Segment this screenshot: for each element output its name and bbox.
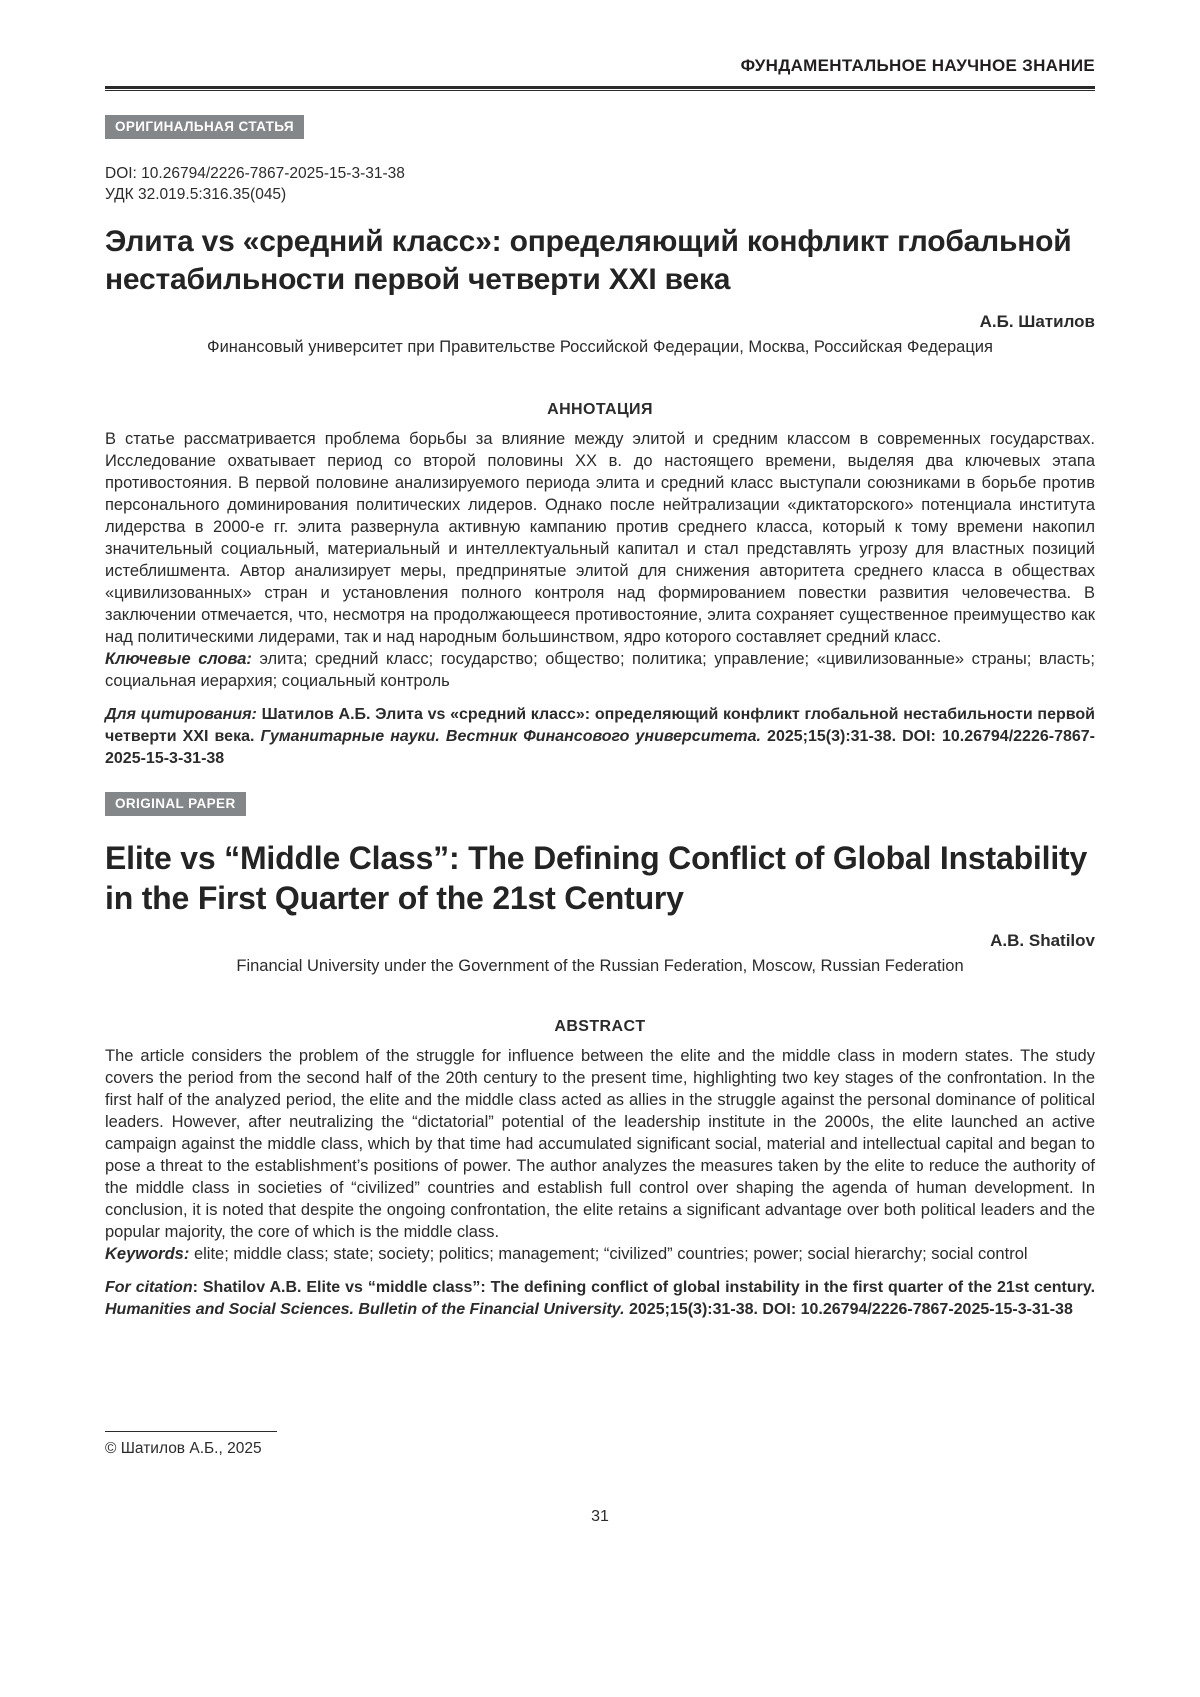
ru-affiliation: Финансовый университет при Правительстве Российской Федерации, Москва, Российская Федерация	[207, 338, 993, 356]
ru-citation-part1: Шатилов А.Б. Элита vs «средний класс»: определяющий конфликт глобальной нестабильности первой четверти XXI века.	[105, 706, 1095, 745]
ru-badge-row	[105, 115, 1095, 139]
en-abstract-heading: ABSTRACT	[554, 1018, 646, 1035]
en-keywords	[105, 1243, 1095, 1265]
en-citation-part2: 2025;15(3):31-38. DOI: 10.26794/2226-7867-2025-15-3-31-38	[624, 1301, 1073, 1318]
ru-keywords-label: Ключевые слова:	[105, 650, 252, 668]
ru-citation-journal: Гуманитарные науки. Вестник Финансового университета.	[260, 728, 761, 745]
ru-keywords-text: элита; средний класс; государство; общество; политика; управление; «цивилизованные» страны; власть; социальная иерархия; социальный контроль	[105, 650, 1095, 690]
en-author: A.B. Shatilov	[990, 931, 1095, 950]
ru-title: Элита vs «средний класс»: определяющий конфликт глобальной нестабильности первой четверти XXI века	[105, 225, 1072, 296]
copyright-note: © Шатилов А.Б., 2025	[105, 1440, 262, 1457]
en-badge-row	[105, 792, 1095, 816]
ru-citation-label: Для цитирования:	[105, 706, 257, 723]
ru-article-type-badge: ОРИГИНАЛЬНАЯ СТАТЬЯ	[105, 115, 304, 139]
en-keywords-text: elite; middle class; state; society; politics; management; “civilized” countries; power; social hierarchy; social control	[189, 1245, 1028, 1263]
header-rule	[105, 86, 1095, 91]
udk-line: УДК 32.019.5:316.35(045)	[105, 186, 287, 203]
ru-abstract-heading: АННОТАЦИЯ	[547, 401, 653, 418]
page-footer	[105, 1431, 1095, 1527]
en-citation	[105, 1277, 1095, 1321]
journal-section-header: ФУНДАМЕНТАЛЬНОЕ НАУЧНОЕ ЗНАНИЕ	[740, 56, 1095, 75]
ru-citation-part2: 2025;15(3):31-38. DOI: 10.26794/2226-7867-2025-15-3-31-38	[105, 728, 1095, 767]
article-meta	[105, 163, 1095, 205]
en-citation-journal: Humanities and Social Sciences. Bulletin of the Financial University.	[105, 1301, 625, 1318]
en-citation-label: For citation	[105, 1279, 193, 1296]
en-abstract-text: The article considers the problem of the struggle for influence between the elite and the middle class in modern states. The study covers the period from the second half of the 20th century to the present time, highlighting two key stages of the confrontation. In the first half of the analyzed period, the elite and the middle class acted as allies in the struggle against the personal dominance of political leaders. However, after neutralizing the “dictatorial” potential of the leadership institute in the 2000s, the elite launched an active campaign against the middle class, which by that time had accumulated significant social, material and intellectual capital and began to pose a threat to the establishment’s positions of power. The author analyzes the measures taken by the elite to reduce the authority of the middle class in societies of “civilized” countries and establish full control over shaping the agenda of human development. In conclusion, it is noted that despite the ongoing confrontation, the elite retains a significant advantage over both political leaders and the popular majority, the core of which is the middle class.	[105, 1047, 1095, 1241]
ru-keywords	[105, 648, 1095, 692]
en-affiliation: Financial University under the Government of the Russian Federation, Moscow, Russian Federation	[236, 957, 964, 975]
ru-abstract-text: В статье рассматривается проблема борьбы за влияние между элитой и средним классом в современных государствах. Исследование охватывает период со второй половины XX в. до настоящего времени, выделяя два ключевых этапа противостояния. В первой половине анализируемого периода элита и средний класс выступали союзниками в борьбе против персонального доминирования политических лидеров. Однако после нейтрализации «диктаторского» потенциала института лидерства в 2000-е гг. элита развернула активную кампанию против среднего класса, который к тому времени накопил значительный социальный, материальный и интеллектуальный капитал и стал представлять угрозу для властных позиций истеблишмента. Автор анализирует меры, предпринятые элитой для снижения авторитета среднего класса в обществах «цивилизованных» стран и установления полного контроля над формированием повестки развития человечества. В заключении отмечается, что, несмотря на продолжающееся противостояние, элита сохраняет существенное преимущество как над политическими лидерами, так и над народным большинством, ядро которого составляет средний класс.	[105, 430, 1095, 646]
en-title: Elite vs “Middle Class”: The Defining Conflict of Global Instability in the First Quarter of the 21st Century	[105, 840, 1088, 916]
en-keywords-label: Keywords:	[105, 1245, 190, 1263]
doi-line: DOI: 10.26794/2226-7867-2025-15-3-31-38	[105, 165, 405, 182]
en-article-type-badge: ORIGINAL PAPER	[105, 792, 246, 816]
footer-rule	[105, 1431, 277, 1432]
ru-author: А.Б. Шатилов	[979, 312, 1095, 331]
en-citation-part1: : Shatilov A.B. Elite vs “middle class”: The defining conflict of global instability in the first quarter of the 21st century.	[192, 1279, 1096, 1296]
page-number: 31	[591, 1508, 609, 1525]
ru-citation	[105, 704, 1095, 770]
